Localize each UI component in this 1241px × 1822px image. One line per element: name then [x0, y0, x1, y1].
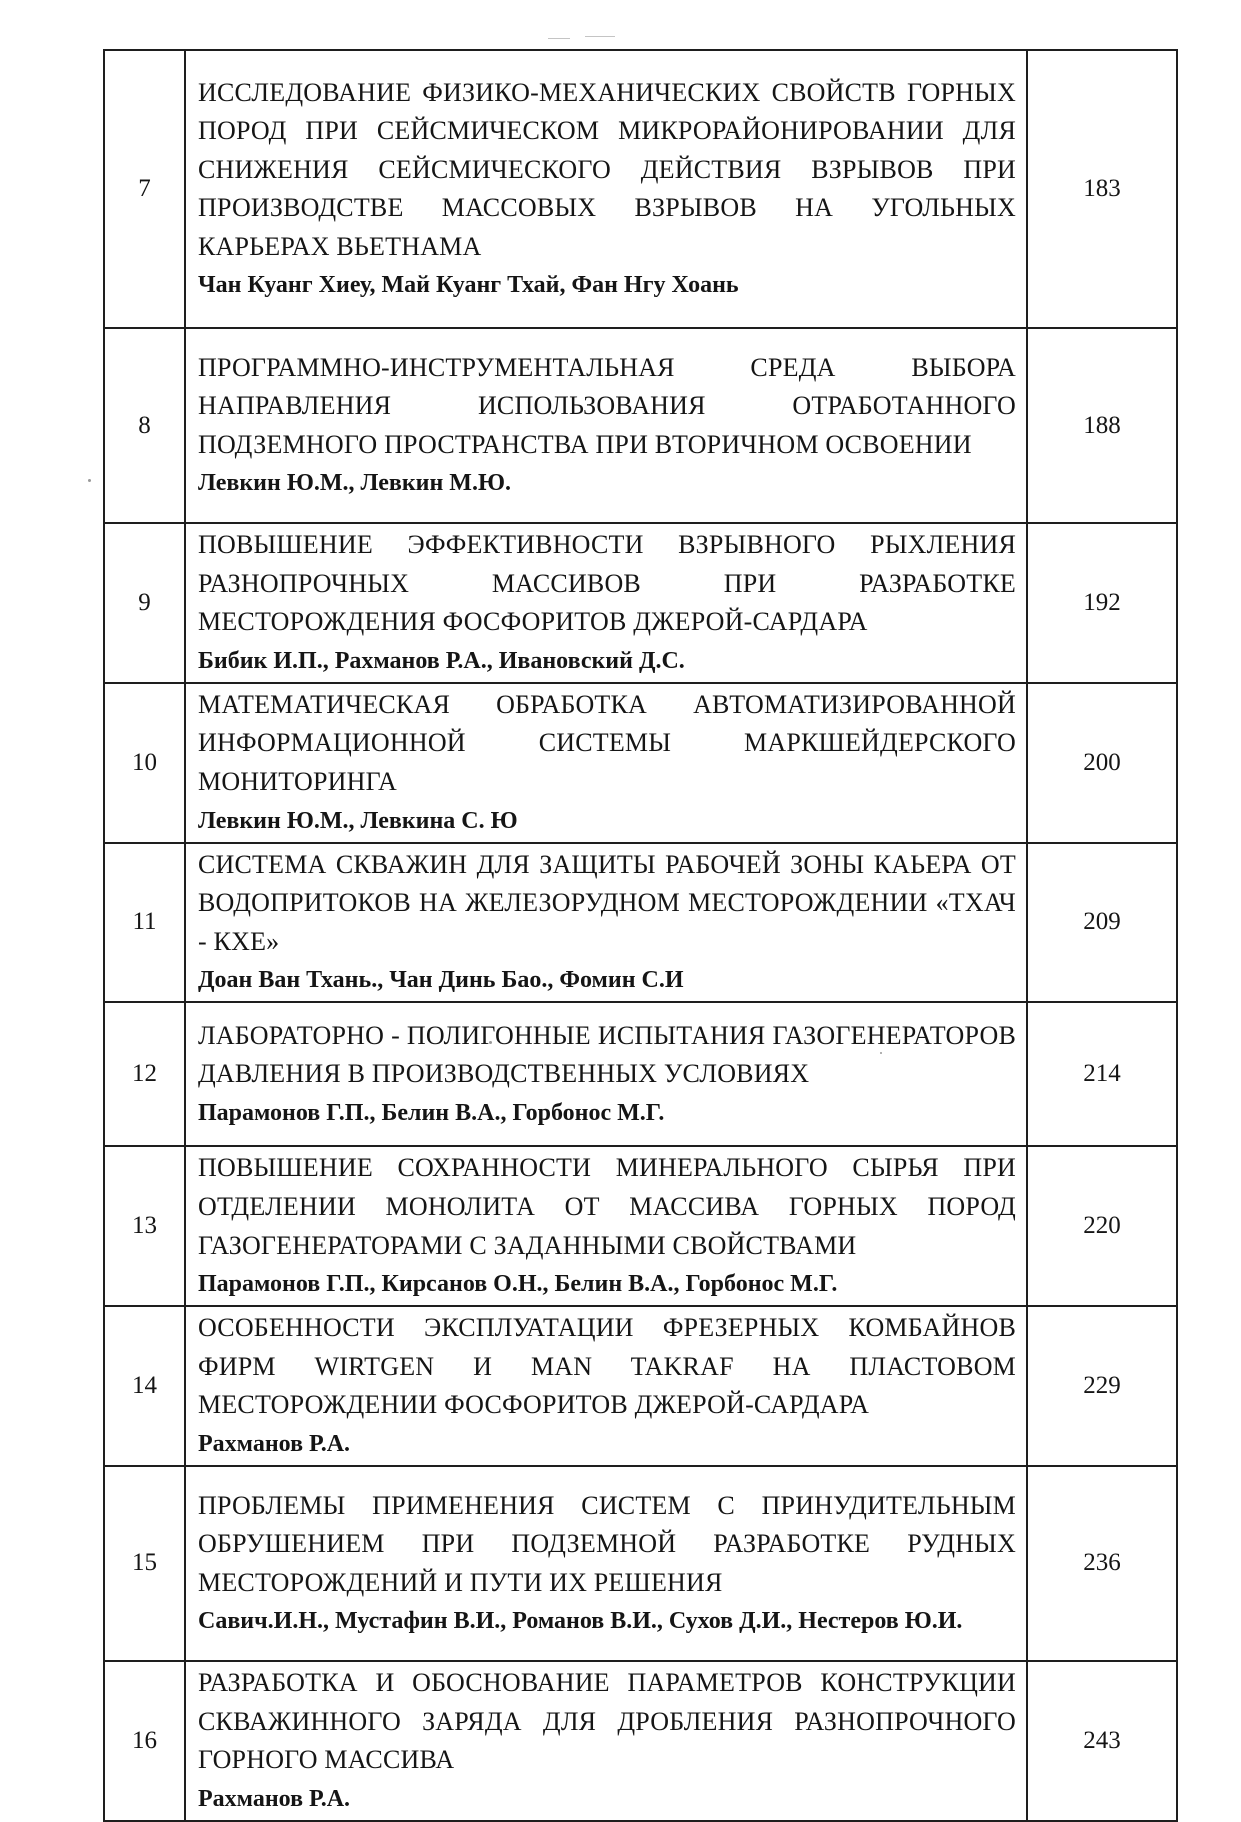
page-number: 188 — [1027, 328, 1177, 523]
table-row — [104, 523, 1177, 683]
entry-authors: Доан Ван Тхань., Чан Динь Бао., Фомин С.И — [198, 967, 684, 994]
entry-authors: Савич.И.Н., Мустафин В.И., Романов В.И., Сухов Д.И., Нестеров Ю.И. — [198, 1608, 963, 1635]
page-number: 214 — [1027, 1002, 1177, 1146]
entry-title: ПРОГРАММНО-ИНСТРУМЕНТАЛЬНАЯ СРЕДА ВЫБОРА НАПРАВЛЕНИЯ ИСПОЛЬЗОВАНИЯ ОТРАБОТАННОГО ПОДЗЕМНОГО ПРОСТРАНСТВА ПРИ ВТОРИЧНОМ ОСВОЕНИИ — [198, 352, 1016, 459]
entry-title: ИССЛЕДОВАНИЕ ФИЗИКО-МЕХАНИЧЕСКИХ СВОЙСТВ ГОРНЫХ ПОРОД ПРИ СЕЙСМИЧЕСКОМ МИКРОРАЙОНИРОВАНИИ ДЛЯ СНИЖЕНИЯ СЕЙСМИЧЕСКОГО ДЕЙСТВИЯ ВЗРЫВОВ ПРИ ПРОИЗВОДСТВЕ МАССОВЫХ ВЗРЫВОВ НА УГОЛЬНЫХ КАРЬЕРАХ ВЬЕТНАМА — [198, 77, 1016, 261]
scan-artifact-top — [548, 38, 570, 39]
page-number: 209 — [1027, 843, 1177, 1003]
entry-cell — [185, 843, 1027, 1003]
row-number: 16 — [104, 1661, 185, 1821]
table-row — [104, 843, 1177, 1003]
table-row — [104, 1466, 1177, 1661]
row-number: 11 — [104, 843, 185, 1003]
page-number: 220 — [1027, 1146, 1177, 1306]
entry-title: ПОВЫШЕНИЕ СОХРАННОСТИ МИНЕРАЛЬНОГО СЫРЬЯ ПРИ ОТДЕЛЕНИИ МОНОЛИТА ОТ МАССИВА ГОРНЫХ ПОРОД ГАЗОГЕНЕРАТОРАМИ С ЗАДАННЫМИ СВОЙСТВАМИ — [198, 1153, 1016, 1260]
table-row — [104, 1002, 1177, 1146]
entry-title: ПРОБЛЕМЫ ПРИМЕНЕНИЯ СИСТЕМ С ПРИНУДИТЕЛЬНЫМ ОБРУШЕНИЕМ ПРИ ПОДЗЕМНОЙ РАЗРАБОТКЕ РУДНЫХ МЕСТОРОЖДЕНИЙ И ПУТИ ИХ РЕШЕНИЯ — [198, 1490, 1016, 1597]
entry-title: ЛАБОРАТОРНО - ПОЛИГОННЫЕ ИСПЫТАНИЯ ГАЗОГЕНЕРАТОРОВ ДАВЛЕНИЯ В ПРОИЗВОДСТВЕННЫХ УСЛОВИЯХ — [198, 1020, 1016, 1089]
entry-authors: Парамонов Г.П., Кирсанов О.Н., Белин В.А., Горбонос М.Г. — [198, 1271, 838, 1298]
entry-cell — [185, 683, 1027, 843]
table-row — [104, 50, 1177, 328]
page-number: 183 — [1027, 50, 1177, 328]
entry-authors: Рахманов Р.А. — [198, 1785, 351, 1812]
entry-authors: Рахманов Р.А. — [198, 1430, 351, 1457]
entry-cell — [185, 1661, 1027, 1821]
entry-cell — [185, 1306, 1027, 1466]
entry-authors: Бибик И.П., Рахманов Р.А., Ивановский Д.С. — [198, 647, 685, 674]
row-number: 9 — [104, 523, 185, 683]
row-number: 7 — [104, 50, 185, 328]
entry-title: СИСТЕМА СКВАЖИН ДЛЯ ЗАЩИТЫ РАБОЧЕЙ ЗОНЫ КАЬЕРА ОТ ВОДОПРИТОКОВ НА ЖЕЛЕЗОРУДНОМ МЕСТОРОЖДЕНИИ «ТХАЧ - КХЕ» — [198, 849, 1016, 956]
page-number: 236 — [1027, 1466, 1177, 1661]
table-row — [104, 1661, 1177, 1821]
entry-authors: Парамонов Г.П., Белин В.А., Горбонос М.Г. — [198, 1099, 665, 1126]
entry-cell — [185, 1002, 1027, 1146]
entry-title: РАЗРАБОТКА И ОБОСНОВАНИЕ ПАРАМЕТРОВ КОНСТРУКЦИИ СКВАЖИННОГО ЗАРЯДА ДЛЯ ДРОБЛЕНИЯ РАЗНОПРОЧНОГО ГОРНОГО МАССИВА — [198, 1667, 1016, 1775]
table-row — [104, 1146, 1177, 1306]
entry-authors: Левкин Ю.М., Левкин М.Ю. — [198, 470, 511, 497]
entry-title: ОСОБЕННОСТИ ЭКСПЛУАТАЦИИ ФРЕЗЕРНЫХ КОМБАЙНОВ ФИРМ WIRTGEN И MAN TAKRAF НА ПЛАСТОВОМ МЕСТОРОЖДЕНИИ ФОСФОРИТОВ ДЖЕРОЙ-САРДАРА — [198, 1313, 1016, 1420]
entry-cell — [185, 523, 1027, 683]
row-number: 8 — [104, 328, 185, 523]
entry-title: ПОВЫШЕНИЕ ЭФФЕКТИВНОСТИ ВЗРЫВНОГО РЫХЛЕНИЯ РАЗНОПРОЧНЫХ МАССИВОВ ПРИ РАЗРАБОТКЕ МЕСТОРОЖДЕНИЯ ФОСФОРИТОВ ДЖЕРОЙ-САРДАРА — [198, 530, 1016, 637]
entry-cell — [185, 50, 1027, 328]
contents-table — [103, 49, 1178, 1822]
entry-authors: Чан Куанг Хиеу, Май Куанг Тхай, Фан Нгу Хоань — [198, 272, 739, 299]
entry-authors: Левкин Ю.М., Левкина С. Ю — [198, 807, 518, 834]
entry-cell — [185, 328, 1027, 523]
page-number: 229 — [1027, 1306, 1177, 1466]
scan-artifact-left — [88, 479, 91, 482]
table-row — [104, 1306, 1177, 1466]
entry-title: МАТЕМАТИЧЕСКАЯ ОБРАБОТКА АВТОМАТИЗИРОВАННОЙ ИНФОРМАЦИОННОЙ СИСТЕМЫ МАРКШЕЙДЕРСКОГО МОНИТОРИНГА — [198, 689, 1016, 796]
entry-cell — [185, 1146, 1027, 1306]
table-row — [104, 328, 1177, 523]
row-number: 12 — [104, 1002, 185, 1146]
entry-cell — [185, 1466, 1027, 1661]
row-number: 13 — [104, 1146, 185, 1306]
scan-artifact-top-2 — [585, 36, 615, 37]
row-number: 15 — [104, 1466, 185, 1661]
table-row — [104, 683, 1177, 843]
row-number: 10 — [104, 683, 185, 843]
row-number: 14 — [104, 1306, 185, 1466]
page-number: 200 — [1027, 683, 1177, 843]
page-number: 192 — [1027, 523, 1177, 683]
page-number: 243 — [1027, 1661, 1177, 1821]
